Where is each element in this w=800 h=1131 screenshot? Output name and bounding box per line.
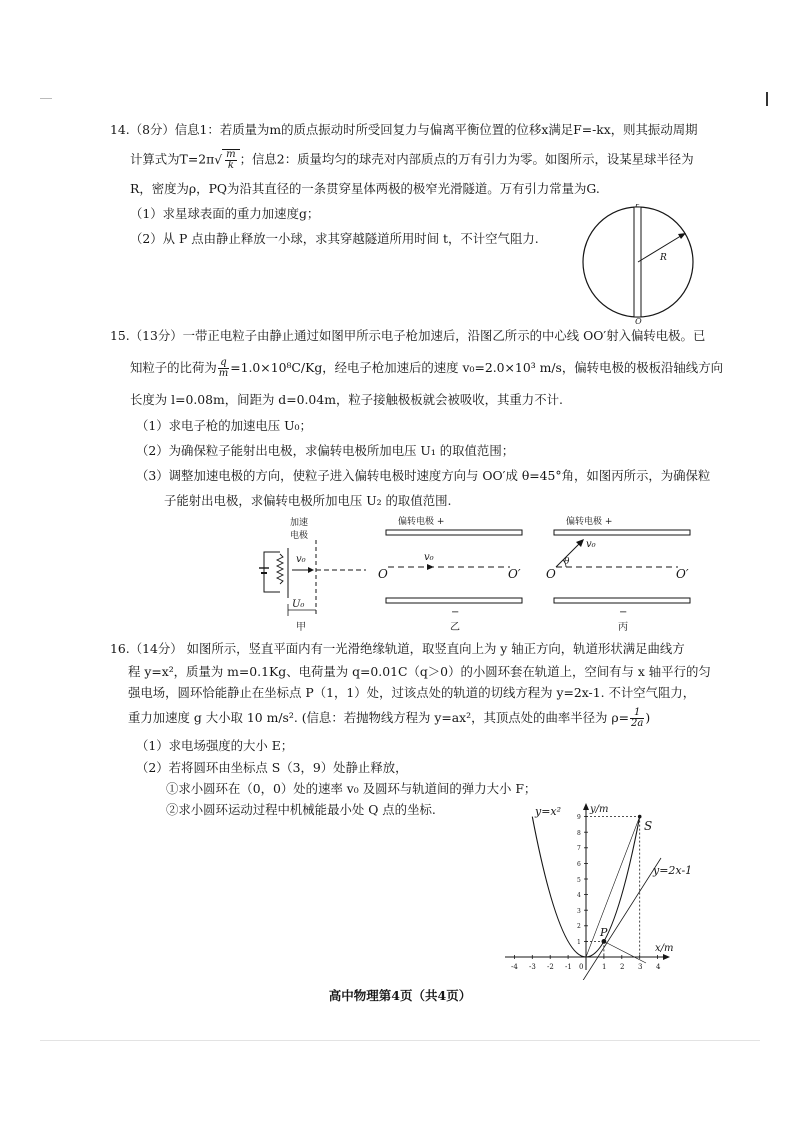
y-axis-arrowhead [583,803,589,810]
figure-jia [250,512,370,636]
label-theta: θ [564,557,570,567]
tangent-line [568,858,661,980]
ytick-label-9: 9 [577,814,581,821]
label-tangent-equation: y=2x-1 [653,864,693,877]
p16-line-1: 16.（14分） 如图所示，竖直平面内有一光滑绝缘轨道，取竖直向上为 y 轴正方向，轨道形状满足曲线方 [110,641,685,656]
p14-question-2: （2）从 P 点由静止释放一小球，求其穿越隧道所用时间 t，不计空气阻力. [130,231,539,246]
p14-question-1: （1）求星球表面的重力加速度g； [130,206,320,221]
ytick-label-7: 7 [577,845,581,852]
lower-plate-bing [554,598,690,603]
page-footer: 高中物理第4页（共4页） [328,988,472,1003]
xtick-label-2: 2 [620,963,625,971]
beam-arrowhead [308,567,314,573]
xtick-label--4: -4 [511,963,518,971]
xtick-label-3: 3 [638,963,643,971]
ytick-label-3: 3 [577,908,581,915]
xtick-label-4: 4 [656,963,661,971]
label-minus-bing: − [619,607,628,618]
label-p: P [635,204,641,209]
p15-line-3: 长度为 l=0.08m，间距为 d=0.04m，粒子接触极板就会被吸收，其重力不计. [130,392,563,407]
ytick-label-5: 5 [577,877,581,884]
p15-line-2a: 知粒子的比荷为 [130,360,217,375]
p14-line-3: R，密度为ρ，PQ为沿其直径的一条贯穿星体两极的极窄光滑隧道。万有引力常量为G. [130,181,600,196]
label-op-bing: O′ [676,567,689,581]
p15-line-1: 15.（13分）一带正电粒子由静止通过如图甲所示电子枪加速后，沿图乙所示的中心线 OO′射入偏转电极。已 [110,328,706,343]
p14-line-2b: ；信息2：质量均匀的球壳对内部质点的万有引力为零。如图所示，设某星球半径为 [239,151,694,167]
label-jia: 甲 [296,622,306,632]
ytick-label-4: 4 [577,892,581,899]
p16-question-2a: ①求小圆环在（0，0）处的速率 v₀ 及圆环与轨道间的弹力大小 F； [166,781,537,796]
label-o-bing: O [546,567,556,581]
label-o-yi: O [378,567,388,581]
p15-line-2 [130,358,723,379]
sqrt-mk: √ $\frac{m}{k}$ [214,149,239,171]
p16-question-2: （2）若将圆环由坐标点 S（3，9）处静止释放， [136,760,408,775]
bottom-rule [40,1040,760,1041]
label-v0-yi: v₀ [424,552,434,563]
ytick-label-6: 6 [577,861,581,868]
p16-question-2b: ②求小圆环运动过程中机械能最小处 Q 点的坐标. [166,802,436,817]
scan-dash-mark [40,98,52,99]
frac-num-q: q [218,358,229,369]
xtick-label--3: -3 [529,963,536,971]
p16-question-1: （1）求电场强度的大小 E； [136,738,294,753]
p16-line-2: 程 y=x²，质量为 m=0.1Kg、电荷量为 q=0.01C（q＞0）的小圆环套在轨道上，空间有与 x 轴平行的匀 [128,664,711,679]
label-jia-title-2: 电极 [290,531,309,541]
ytick-label-1: 1 [577,939,581,946]
label-p16: P [600,926,608,939]
p14-line-1: 14.（8分）信息1：若质量为m的质点振动时所受回复力与偏离平衡位置的位移x满足F=-kx，则其振动周期 [110,122,698,137]
label-q: Q [635,317,642,324]
p16-line-4b: ) [645,710,651,725]
figure-yi [372,512,532,636]
frac-den-m: m [218,368,229,379]
lower-plate-yi [386,598,522,603]
label-curve-equation: y=x² [535,805,562,818]
frac-den-k: k [227,160,234,171]
frac-num-m: m [226,149,236,160]
scan-edge-mark [766,92,768,106]
v0-arrowhead-yi [427,564,434,570]
tunnel-pq [634,207,641,317]
label-jia-title-1: 加速 [290,518,309,528]
parabola-figure [505,800,695,984]
label-r: R [660,253,667,263]
p15-question-3a: （3）调整加速电极的方向，使粒子进入偏转电极时速度方向与 OO′成 θ=45°角，如图丙所示，为确保粒 [136,468,711,483]
label-yi: 乙 [450,622,460,632]
x-axis-arrowhead [663,954,670,960]
s-chord-line [586,817,640,957]
p16-line-4a: 重力加速度 g 大小取 10 m/s². (信息：若抛物线方程为 y=ax²，其顶点处的曲率半径为 ρ= [128,710,630,725]
radius-arrowhead [678,233,686,239]
label-plate-title-yi: 偏转电极 + [398,517,445,527]
xtick-label-1: 1 [602,963,607,971]
figure-bing [540,512,700,636]
p14-line-2a: 计算式为T=2π [130,151,215,167]
p16-line-4 [128,708,650,729]
xtick-label--2: -2 [547,963,554,971]
label-x-axis: x/m [655,943,674,954]
point-s [638,815,642,819]
label-plate-title-bing: 偏转电极 + [566,517,613,527]
p15-question-1: （1）求电子枪的加速电压 U₀； [136,418,312,433]
planet-figure [576,204,706,328]
frac-num-1: 1 [630,708,644,719]
p16-line-3: 强电场，圆环恰能静止在坐标点 P（1，1）处，过该点处的轨道的切线方程为 y=2x-1. 不计空气阻力， [128,685,696,700]
label-bing: 丙 [618,622,628,632]
ytick-label-2: 2 [577,923,581,930]
label-v0-jia: v₀ [296,554,306,565]
p15-line-2b: =1.0×10⁸C/Kg，经电子枪加速后的速度 v₀=2.0×10³ m/s，偏转电极的极板沿轴线方向 [230,360,723,375]
frac-den-2a: 2a [631,718,644,729]
label-y-axis: y/m [590,804,609,815]
point-p [602,939,607,944]
xtick-label--1: -1 [565,963,572,971]
upper-plate-yi [386,530,522,535]
label-v0-bing: v₀ [586,539,596,550]
p15-question-2: （2）为确保粒子能射出电极，求偏转电极所加电压 U₁ 的取值范围； [136,443,515,458]
label-minus-yi: − [451,607,460,618]
upper-plate-bing [554,530,690,535]
p15-question-3b: 子能射出电极，求偏转电极所加电压 U₂ 的取值范围. [164,493,452,508]
origin-label: 0 [579,963,584,971]
p14-line-2 [130,149,694,171]
label-u0: U₀ [292,599,305,610]
label-s: S [644,819,653,833]
label-op-yi: O′ [508,567,521,581]
ytick-label-8: 8 [577,830,581,837]
